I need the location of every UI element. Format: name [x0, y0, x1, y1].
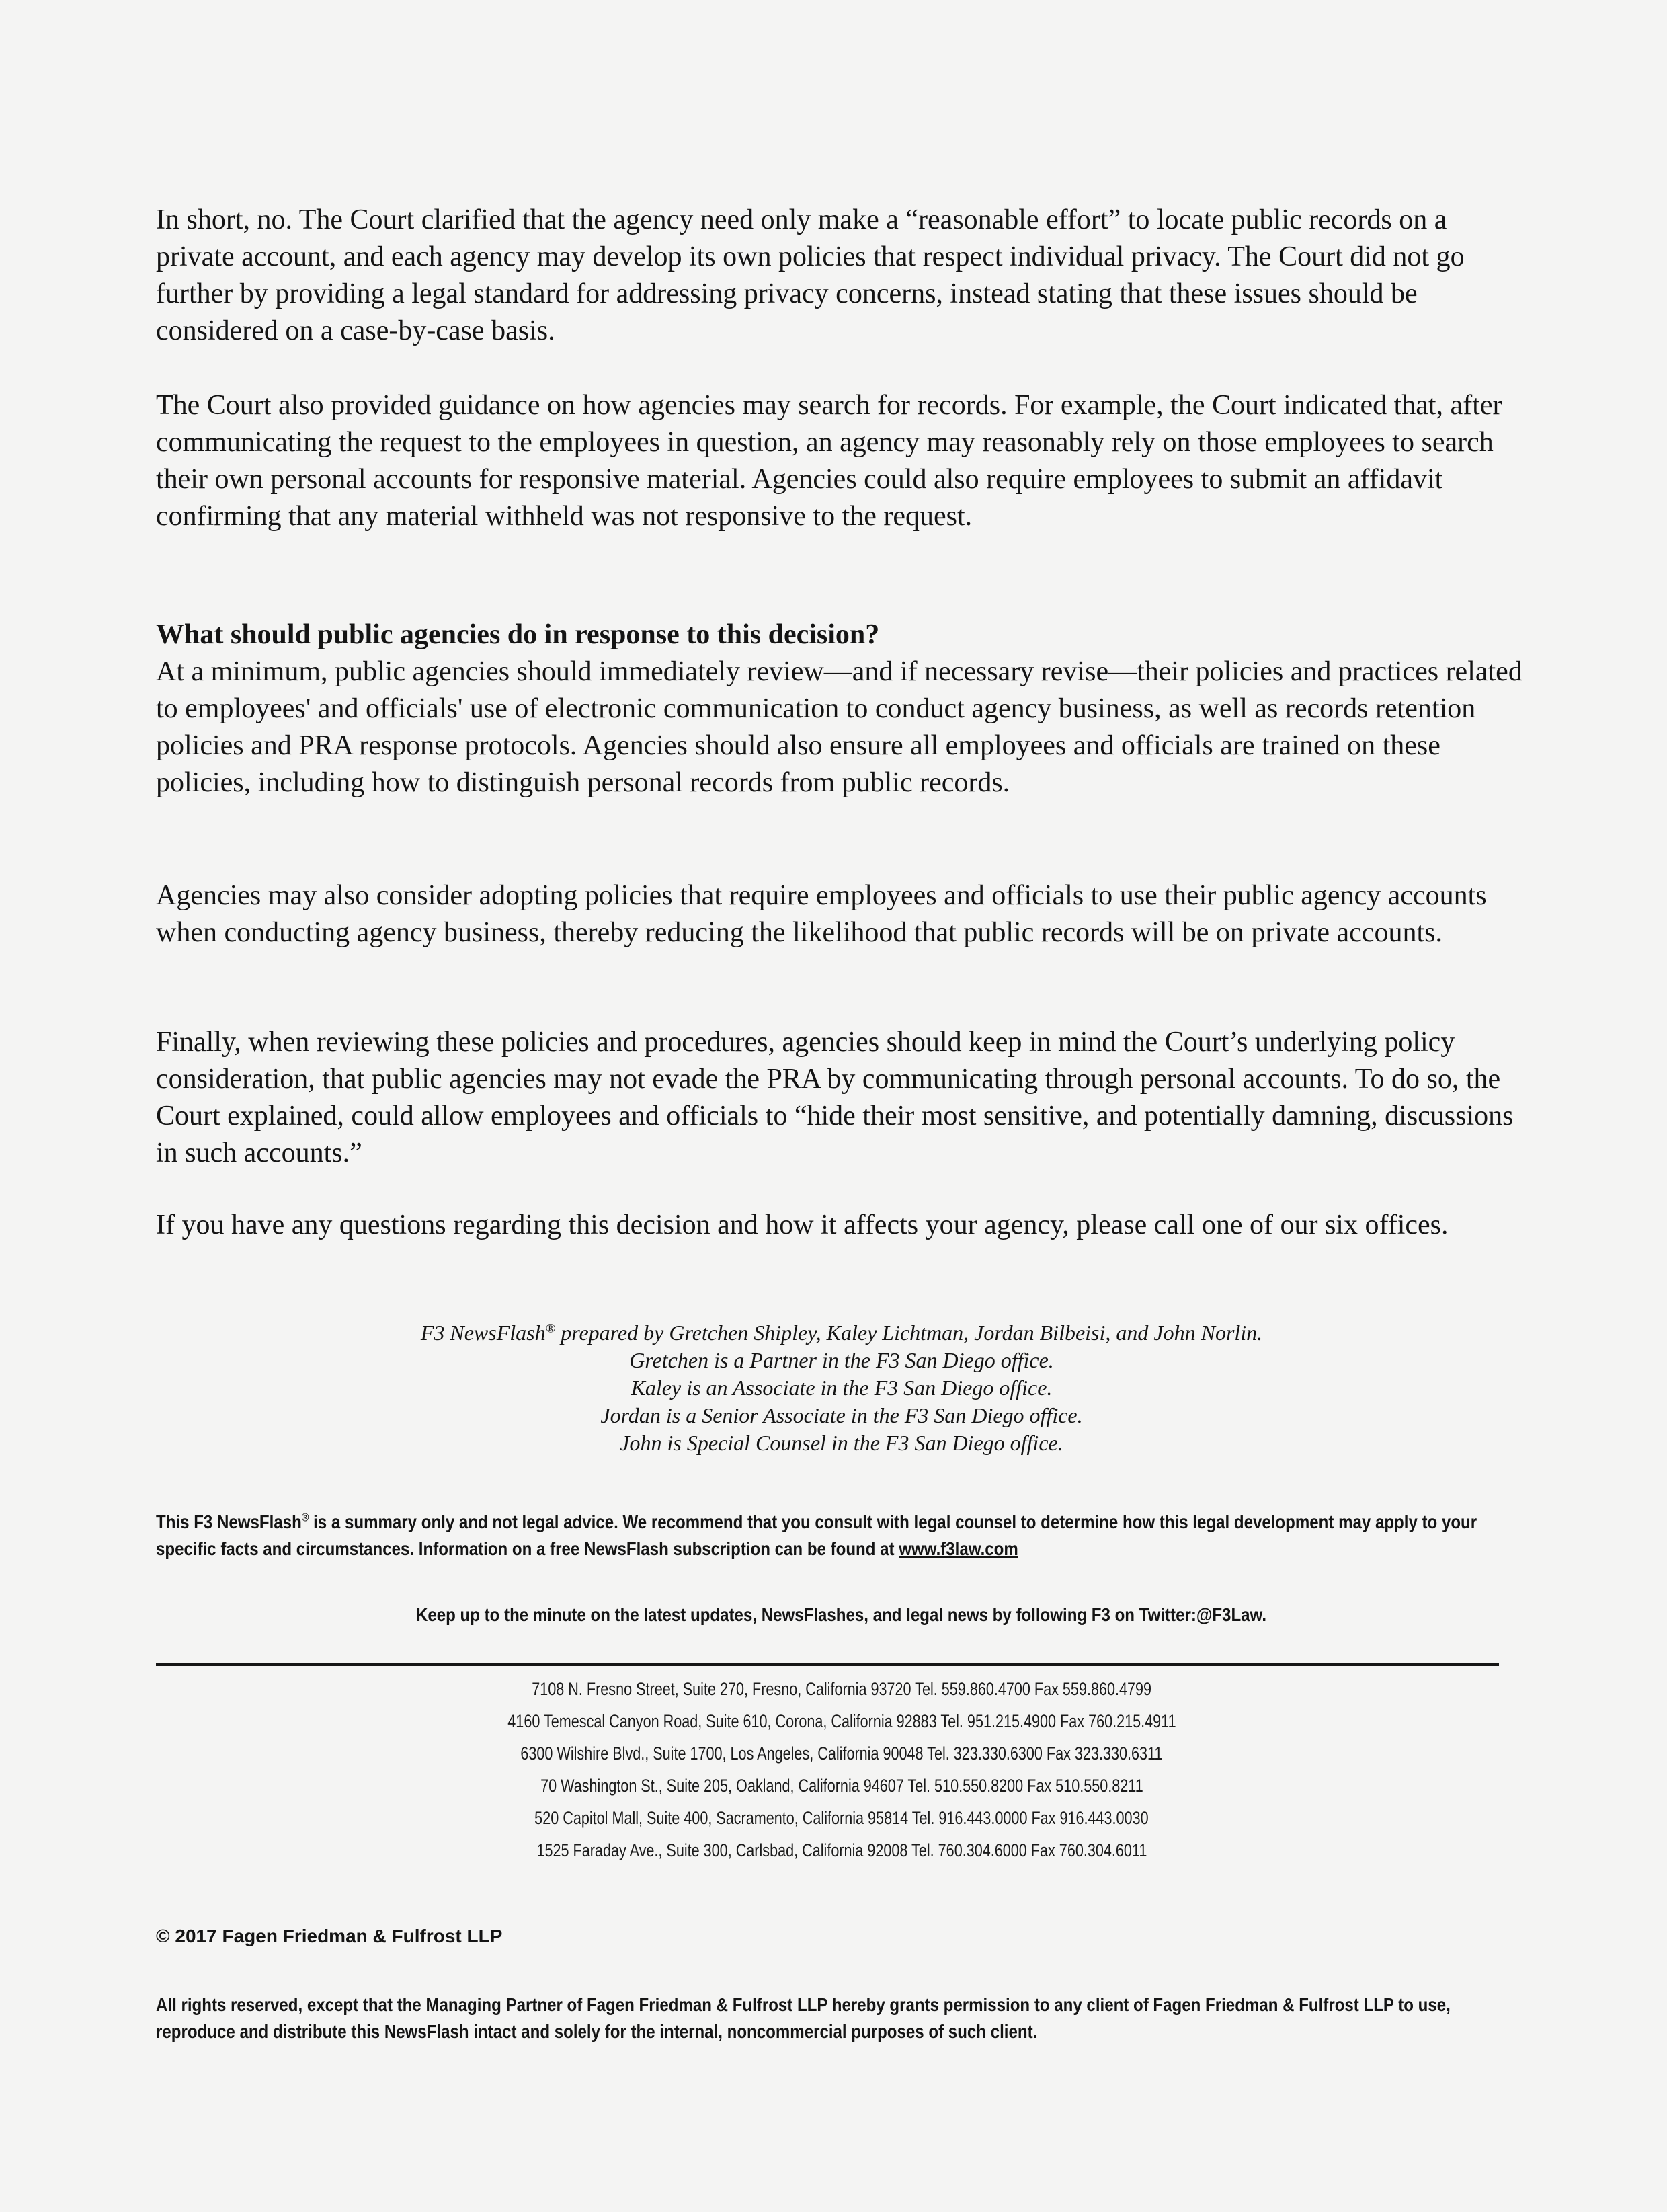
credits-prepared-by: F3 NewsFlash® prepared by Gretchen Shipley, Kaley Lichtman, Jordan Bilbeisi, and John Norlin. [420, 1320, 1263, 1345]
paragraph-search-guidance: The Court also provided guidance on how agencies may search for records. For example, the Court indicated that, after communicating the request to the employees in question, an agency may reasonably rely on those employees to search their own personal accounts for responsive material. Agencies could also require employees to submit an affidavit confirming that any material withheld was not responsive to the request. [156, 390, 1502, 532]
office-addresses [156, 1673, 1527, 1866]
credit-line: Gretchen is a Partner in the F3 San Diego office. [629, 1348, 1054, 1372]
f3law-link[interactable]: www.f3law.com [899, 1538, 1018, 1559]
credit-line: Kaley is an Associate in the F3 San Diego office. [631, 1376, 1053, 1400]
office-address-corona: 4160 Temescal Canyon Road, Suite 610, Corona, California 92883 Tel. 951.215.4900 Fax 760.215.4911 [507, 1711, 1176, 1731]
paragraph-contact-offices: If you have any questions regarding this decision and how it affects your agency, please call one of our six offices. [156, 1210, 1449, 1240]
divider-rule [156, 1663, 1499, 1666]
twitter-notice: Keep up to the minute on the latest updates, NewsFlashes, and legal news by following F3 on Twitter:@F3Law. [416, 1604, 1267, 1625]
office-address-carlsbad: 1525 Faraday Ave., Suite 300, Carlsbad, California 92008 Tel. 760.304.6000 Fax 760.304.6011 [536, 1840, 1147, 1860]
legal-disclaimer: This F3 NewsFlash® is a summary only and not legal advice. We recommend that you consult with legal counsel to determine how this legal development may apply to your specific facts and circumstances. Information on a free NewsFlash subscription can be found at www.f3law.com [156, 1511, 1477, 1559]
author-credits [156, 1319, 1527, 1457]
office-address-oakland: 70 Washington St., Suite 205, Oakland, California 94607 Tel. 510.550.8200 Fax 510.550.8211 [540, 1776, 1143, 1796]
paragraph-policy-consideration: Finally, when reviewing these policies and procedures, agencies should keep in mind the Court’s underlying policy consideration, that public agencies may not evade the PRA by communicating through personal accounts. To do so, the Court explained, could allow employees and officials to “hide their most sensitive, and potentially damning, discussions in such accounts.” [156, 1027, 1514, 1169]
paragraph-reasonable-effort: In short, no. The Court clarified that the agency need only make a “reasonable effort” to locate public records on a private account, and each agency may develop its own policies that respect individual privacy. The Court did not go further by providing a legal standard for addressing privacy concerns, instead stating that these issues should be considered on a case-by-case basis. [156, 204, 1465, 346]
paragraph-review-policies: At a minimum, public agencies should immediately review—and if necessary revise—their policies and practices related to employees' and officials' use of electronic communication to conduct agency business, as well as records retention policies and PRA response protocols. Agencies should also ensure all employees and officials are trained on these policies, including how to distinguish personal records from public records. [156, 656, 1522, 798]
office-address-sacramento: 520 Capitol Mall, Suite 400, Sacramento, California 95814 Tel. 916.443.0000 Fax 916.443.0030 [534, 1808, 1149, 1828]
paragraph-agency-accounts: Agencies may also consider adopting policies that require employees and officials to use their public agency accounts when conducting agency business, thereby reducing the likelihood that public records will be on private accounts. [156, 880, 1487, 948]
credit-line: John is Special Counsel in the F3 San Diego office. [620, 1431, 1063, 1455]
rights-notice: All rights reserved, except that the Managing Partner of Fagen Friedman & Fulfrost LLP hereby grants permission to any client of Fagen Friedman & Fulfrost LLP to use, reproduce and distribute this NewsFlash intact and solely for the internal, noncommercial purposes of such client. [156, 1994, 1451, 2042]
office-address-fresno: 7108 N. Fresno Street, Suite 270, Fresno, California 93720 Tel. 559.860.4700 Fax 559.860.4799 [532, 1679, 1151, 1699]
credit-line: Jordan is a Senior Associate in the F3 San Diego office. [600, 1403, 1083, 1427]
section-heading: What should public agencies do in response to this decision? [156, 619, 880, 650]
office-address-los-angeles: 6300 Wilshire Blvd., Suite 1700, Los Angeles, California 90048 Tel. 323.330.6300 Fax 323.330.6311 [520, 1743, 1163, 1764]
copyright-notice: © 2017 Fagen Friedman & Fulfrost LLP [156, 1926, 503, 1946]
